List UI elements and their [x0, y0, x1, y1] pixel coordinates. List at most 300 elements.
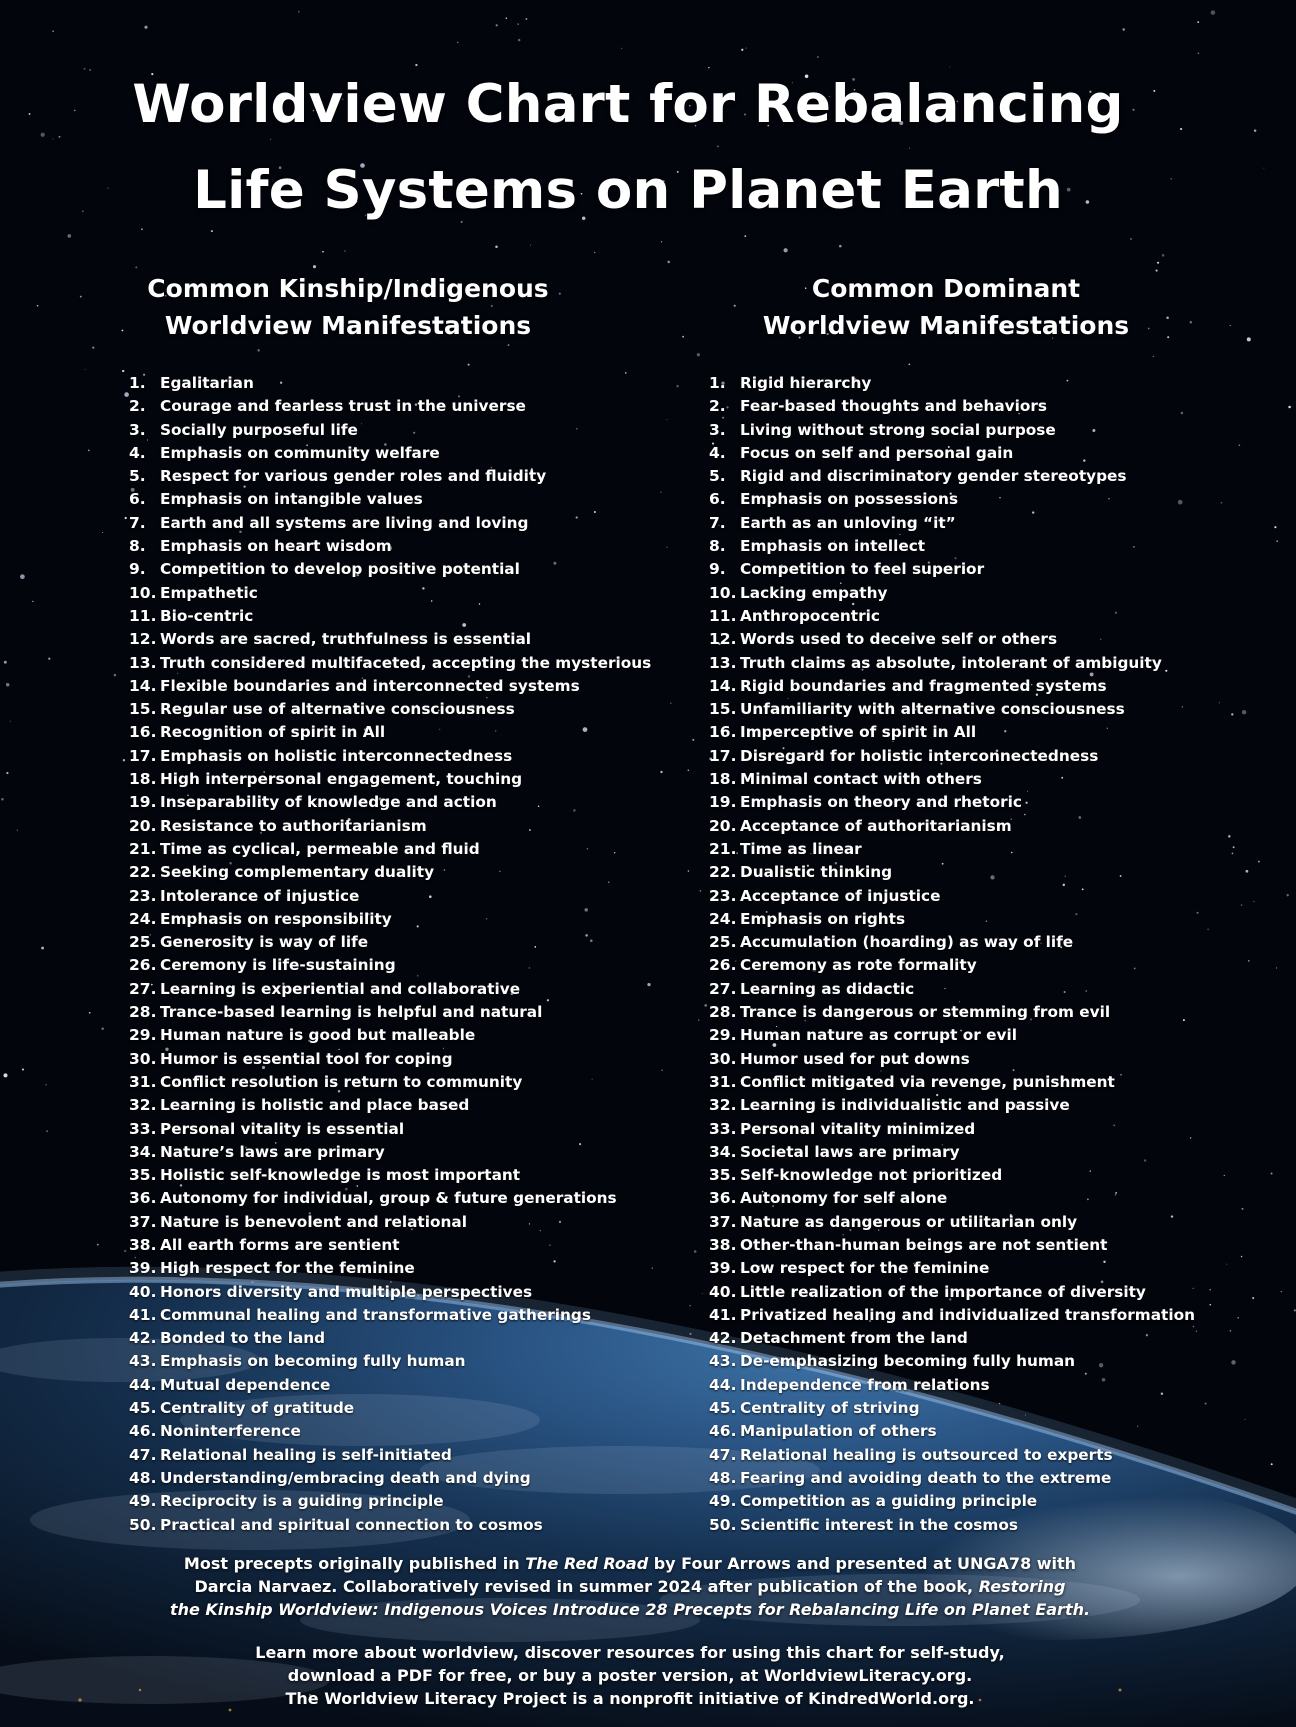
star: [698, 1019, 699, 1020]
item-text: Honors diversity and multiple perspectives: [160, 1282, 533, 1301]
item-text: Conflict mitigated via revenge, punishment: [740, 1072, 1115, 1091]
star: [3, 1073, 7, 1077]
item-number: 25.: [709, 933, 737, 952]
item-text: Little realization of the importance of diversity: [740, 1282, 1146, 1301]
item-number: 14.: [709, 676, 737, 695]
item-number: 47.: [129, 1445, 157, 1464]
footnote-line-3: [130, 1598, 1130, 1621]
star: [1288, 406, 1291, 409]
item-number: 6.: [709, 490, 726, 509]
kinship-list-item: [129, 861, 659, 884]
item-text: Truth considered multifaceted, accepting the mysterious: [160, 653, 652, 672]
learn-line-2: download a PDF for free, or buy a poster version, at WorldviewLiteracy.org.: [287, 1666, 973, 1685]
item-text: Emphasis on theory and rhetoric: [740, 793, 1022, 812]
kinship-list-item: [129, 1094, 659, 1117]
kinship-list-item: [129, 698, 659, 721]
star: [676, 385, 678, 387]
dominant-list-item: [709, 512, 1279, 535]
star: [1247, 337, 1251, 341]
kinship-list-item: [129, 395, 659, 418]
star: [298, 11, 300, 13]
item-text: Competition to develop positive potential: [160, 560, 520, 579]
item-text: Practical and spiritual connection to cosmos: [160, 1515, 543, 1534]
item-text: Scientific interest in the cosmos: [740, 1515, 1018, 1534]
star: [45, 1084, 47, 1086]
item-text: Emphasis on holistic interconnectedness: [160, 746, 513, 765]
item-text: Conflict resolution is return to community: [160, 1072, 523, 1091]
star: [114, 674, 116, 676]
kinship-list-item: [129, 885, 659, 908]
star: [1153, 356, 1155, 358]
star: [508, 344, 510, 346]
star: [10, 721, 11, 722]
item-number: 31.: [709, 1072, 737, 1091]
dominant-list-item: [709, 1164, 1279, 1187]
star: [621, 48, 622, 49]
star: [518, 39, 520, 41]
dominant-list-item: [709, 931, 1279, 954]
dominant-list-item: [709, 675, 1279, 698]
star: [135, 266, 137, 268]
item-number: 28.: [709, 1003, 737, 1022]
item-number: 1.: [709, 374, 726, 392]
dominant-list-item: [709, 419, 1279, 442]
dominant-list-item: [709, 652, 1279, 675]
item-text: Lacking empathy: [740, 583, 888, 602]
item-text: Nature’s laws are primary: [160, 1142, 385, 1161]
item-text: Anthropocentric: [740, 606, 880, 625]
publication-footnote: [130, 1552, 1130, 1621]
item-number: 15.: [709, 700, 737, 719]
item-text: Humor is essential tool for coping: [160, 1049, 453, 1068]
item-text: Societal laws are primary: [740, 1142, 960, 1161]
kinship-list-item: [129, 1001, 659, 1024]
star: [661, 1070, 662, 1071]
dominant-list-item: [709, 721, 1279, 744]
item-text: Privatized healing and individualized transformation: [740, 1305, 1195, 1324]
item-text: Bonded to the land: [160, 1329, 326, 1348]
item-number: 49.: [129, 1492, 157, 1511]
item-text: Focus on self and personal gain: [740, 443, 1014, 462]
dominant-list-item: [709, 815, 1279, 838]
item-text: Generosity is way of life: [160, 933, 369, 952]
item-number: 27.: [709, 979, 737, 998]
item-number: 40.: [129, 1282, 157, 1301]
item-text: Unfamiliarity with alternative consciousness: [740, 700, 1125, 719]
item-text: Dualistic thinking: [740, 863, 893, 882]
kinship-list-item: [129, 372, 659, 395]
star: [1287, 894, 1289, 896]
star: [594, 252, 595, 253]
dominant-list-item: [709, 861, 1279, 884]
item-number: 43.: [709, 1352, 737, 1371]
kinship-list-item: [129, 721, 659, 744]
item-text: Regular use of alternative consciousness: [160, 700, 515, 719]
item-number: 41.: [709, 1305, 737, 1324]
star: [746, 48, 747, 49]
item-number: 9.: [129, 560, 146, 579]
star: [97, 1244, 99, 1246]
item-number: 41.: [129, 1305, 157, 1324]
item-number: 23.: [709, 886, 737, 905]
star: [702, 1293, 703, 1294]
item-number: 20.: [129, 816, 157, 835]
star: [41, 947, 44, 950]
dominant-heading-line-2: Worldview Manifestations: [762, 311, 1130, 340]
item-number: 12.: [129, 630, 157, 649]
item-text: Emphasis on intellect: [740, 537, 926, 556]
item-text: Low respect for the feminine: [740, 1259, 990, 1278]
kinship-list-item: [129, 1071, 659, 1094]
item-number: 32.: [129, 1096, 157, 1115]
item-number: 3.: [709, 420, 726, 439]
item-number: 40.: [709, 1282, 737, 1301]
kinship-list-item: [129, 465, 659, 488]
dominant-list-item: [709, 1467, 1279, 1490]
item-number: 33.: [129, 1119, 157, 1138]
item-number: 46.: [709, 1422, 737, 1441]
item-number: 35.: [129, 1166, 157, 1185]
item-number: 29.: [129, 1026, 157, 1045]
star: [784, 248, 788, 252]
item-number: 10.: [129, 583, 157, 602]
star: [1198, 53, 1200, 55]
kinship-list-item: [129, 419, 659, 442]
star: [123, 759, 125, 761]
star: [144, 26, 147, 29]
item-number: 15.: [129, 700, 157, 719]
item-number: 2.: [709, 397, 726, 416]
title-line-1: Worldview Chart for Rebalancing: [132, 74, 1124, 135]
star: [92, 346, 94, 348]
item-text: Mutual dependence: [160, 1375, 331, 1394]
kinship-list-item: [129, 1187, 659, 1210]
footnote-text: Most precepts originally published in: [183, 1554, 526, 1573]
item-number: 24.: [709, 909, 737, 928]
dominant-list-item: [709, 1374, 1279, 1397]
item-text: Inseparability of knowledge and action: [160, 793, 497, 812]
item-text: Time as cyclical, permeable and fluid: [160, 839, 480, 858]
kinship-list-item: [129, 931, 659, 954]
dominant-list-item: [709, 1397, 1279, 1420]
dominant-list-item: [709, 1118, 1279, 1141]
star: [1122, 28, 1124, 30]
item-text: Trance is dangerous or stemming from evil: [740, 1003, 1111, 1022]
item-number: 26.: [129, 956, 157, 975]
kinship-list-item: [129, 954, 659, 977]
item-text: Truth claims as absolute, intolerant of ambiguity: [740, 653, 1162, 672]
star: [48, 658, 50, 660]
dominant-list-item: [709, 488, 1279, 511]
item-number: 18.: [709, 770, 737, 789]
star: [660, 491, 661, 492]
item-number: 36.: [129, 1189, 157, 1208]
star: [1281, 1291, 1282, 1292]
item-text: Ceremony is life-sustaining: [160, 956, 396, 975]
item-number: 26.: [709, 956, 737, 975]
star: [741, 49, 743, 51]
item-text: Bio-centric: [160, 606, 254, 625]
item-text: Socially purposeful life: [160, 420, 358, 439]
kinship-list-item: [129, 1374, 659, 1397]
dominant-list-item: [709, 1444, 1279, 1467]
star: [682, 336, 684, 338]
item-number: 8.: [709, 537, 726, 556]
star: [817, 56, 819, 58]
kinship-list-item: [129, 1514, 659, 1537]
star: [122, 370, 124, 372]
item-text: Centrality of gratitude: [160, 1399, 355, 1418]
item-number: 5.: [709, 467, 726, 486]
kinship-list-item: [129, 1048, 659, 1071]
item-text: Earth and all systems are living and loving: [160, 513, 529, 532]
kinship-list-item: [129, 442, 659, 465]
item-text: Fear-based thoughts and behaviors: [740, 397, 1048, 416]
item-text: Emphasis on community welfare: [160, 443, 440, 462]
item-number: 22.: [129, 863, 157, 882]
book-title-kinship-worldview: the Kinship Worldview: Indigenous Voices Introduce 28 Precepts for Rebalancing Life on Planet Earth.: [169, 1600, 1091, 1619]
star: [1230, 325, 1231, 326]
item-text: Relational healing is self-initiated: [160, 1445, 452, 1464]
item-text: Self-knowledge not prioritized: [740, 1166, 1003, 1185]
item-number: 5.: [129, 467, 146, 486]
kinship-list-item: [129, 1211, 659, 1234]
item-text: Intolerance of injustice: [160, 886, 360, 905]
kinship-list-item: [129, 1397, 659, 1420]
item-text: Recognition of spirit in All: [160, 723, 386, 742]
dominant-list-item: [709, 954, 1279, 977]
item-number: 23.: [129, 886, 157, 905]
kinship-list-item: [129, 1257, 659, 1280]
dominant-list-item: [709, 768, 1279, 791]
item-text: Minimal contact with others: [740, 770, 982, 789]
star: [670, 702, 672, 704]
item-number: 50.: [709, 1515, 737, 1534]
kinship-list-item: [129, 1024, 659, 1047]
dominant-list-item: [709, 1094, 1279, 1117]
dominant-list-item: [709, 1024, 1279, 1047]
item-text: Competition as a guiding principle: [740, 1492, 1038, 1511]
item-text: Manipulation of others: [740, 1422, 937, 1441]
dominant-list-item: [709, 698, 1279, 721]
item-number: 42.: [129, 1329, 157, 1348]
item-text: Noninterference: [160, 1422, 301, 1441]
item-number: 21.: [709, 839, 737, 858]
dominant-list-item: [709, 1514, 1279, 1537]
star: [517, 23, 519, 25]
kinship-list-item: [129, 1281, 659, 1304]
item-text: High interpersonal engagement, touching: [160, 770, 523, 789]
dominant-list-item: [709, 582, 1279, 605]
item-number: 44.: [709, 1375, 737, 1394]
dominant-list-item: [709, 885, 1279, 908]
item-number: 4.: [709, 443, 726, 462]
item-text: Communal healing and transformative gatherings: [160, 1305, 591, 1324]
item-number: 19.: [709, 793, 737, 812]
kinship-list-item: [129, 1141, 659, 1164]
item-text: Rigid boundaries and fragmented systems: [740, 676, 1107, 695]
item-number: 20.: [709, 816, 737, 835]
item-text: Fearing and avoiding death to the extreme: [740, 1468, 1112, 1487]
star: [80, 296, 82, 298]
item-number: 45.: [129, 1399, 157, 1418]
star: [1190, 321, 1192, 323]
star: [22, 1068, 24, 1070]
item-number: 48.: [129, 1468, 157, 1487]
kinship-list-item: [129, 512, 659, 535]
item-text: Earth as an unloving “it”: [740, 513, 956, 532]
item-text: Nature is benevolent and relational: [160, 1212, 467, 1231]
star: [457, 42, 458, 43]
star: [525, 18, 527, 20]
item-text: High respect for the feminine: [160, 1259, 415, 1278]
footnote-line-1: [130, 1552, 1130, 1575]
item-text: Personal vitality minimized: [740, 1119, 976, 1138]
item-text: Relational healing is outsourced to experts: [740, 1445, 1113, 1464]
star: [101, 1027, 103, 1029]
dominant-list-item: [709, 1327, 1279, 1350]
item-text: Disregard for holistic interconnectedness: [740, 746, 1099, 765]
item-text: Time as linear: [740, 839, 862, 858]
kinship-list-item: [129, 605, 659, 628]
item-text: Human nature is good but malleable: [160, 1026, 476, 1045]
kinship-list-item: [129, 908, 659, 931]
item-number: 11.: [709, 606, 737, 625]
item-text: Independence from relations: [740, 1375, 990, 1394]
item-text: Emphasis on becoming fully human: [160, 1352, 466, 1371]
item-number: 8.: [129, 537, 146, 556]
item-text: Holistic self-knowledge is most important: [160, 1166, 521, 1185]
star: [6, 683, 9, 686]
kinship-list-item: [129, 1327, 659, 1350]
item-number: 30.: [129, 1049, 157, 1068]
kinship-list-item: [129, 1350, 659, 1373]
star: [67, 234, 71, 238]
item-number: 21.: [129, 839, 157, 858]
item-text: Emphasis on rights: [740, 909, 906, 928]
item-number: 24.: [129, 909, 157, 928]
star: [839, 245, 842, 248]
star: [17, 830, 18, 831]
item-number: 29.: [709, 1026, 737, 1045]
star: [125, 517, 127, 519]
item-number: 4.: [129, 443, 146, 462]
item-number: 16.: [129, 723, 157, 742]
star: [697, 353, 700, 356]
star: [506, 17, 508, 19]
kinship-list-item: [129, 675, 659, 698]
star: [1130, 238, 1132, 240]
item-number: 48.: [709, 1468, 737, 1487]
kinship-list-item: [129, 1467, 659, 1490]
kinship-list-item: [129, 768, 659, 791]
kinship-list-item: [129, 1304, 659, 1327]
star: [46, 1130, 47, 1131]
star: [692, 739, 694, 741]
dominant-list-item: [709, 395, 1279, 418]
kinship-worldview-list: [129, 372, 659, 1537]
item-number: 45.: [709, 1399, 737, 1418]
item-number: 10.: [709, 583, 737, 602]
kinship-list-item: [129, 558, 659, 581]
item-number: 14.: [129, 676, 157, 695]
star: [124, 1250, 126, 1252]
item-text: Acceptance of injustice: [740, 886, 941, 905]
item-text: Resistance to authoritarianism: [160, 816, 427, 835]
item-number: 1.: [129, 374, 146, 392]
item-number: 39.: [709, 1259, 737, 1278]
title-line-2: Life Systems on Planet Earth: [193, 160, 1063, 221]
dominant-list-item: [709, 628, 1279, 651]
item-number: 9.: [709, 560, 726, 579]
item-number: 16.: [709, 723, 737, 742]
star: [661, 241, 662, 242]
star: [704, 1004, 707, 1007]
item-number: 46.: [129, 1422, 157, 1441]
item-text: Seeking complementary duality: [160, 863, 435, 882]
item-text: Trance-based learning is helpful and natural: [160, 1003, 543, 1022]
item-text: De-emphasizing becoming fully human: [740, 1352, 1076, 1371]
item-text: Centrality of striving: [740, 1399, 920, 1418]
item-number: 37.: [129, 1212, 157, 1231]
dominant-list-item: [709, 1211, 1279, 1234]
item-number: 31.: [129, 1072, 157, 1091]
item-number: 38.: [129, 1235, 157, 1254]
item-number: 25.: [129, 933, 157, 952]
dominant-list-item: [709, 1304, 1279, 1327]
learn-line-3: The Worldview Literacy Project is a nonprofit initiative of KindredWorld.org.: [285, 1689, 975, 1708]
dominant-list-item: [709, 1257, 1279, 1280]
item-number: 44.: [129, 1375, 157, 1394]
dominant-worldview-list: [709, 372, 1279, 1537]
item-text: Flexible boundaries and interconnected systems: [160, 676, 580, 695]
footnote-text: by Four Arrows and presented at UNGA78 with: [648, 1554, 1077, 1573]
item-number: 38.: [709, 1235, 737, 1254]
dominant-list-item: [709, 1420, 1279, 1443]
star: [88, 450, 90, 452]
star: [1162, 254, 1165, 257]
item-number: 34.: [709, 1142, 737, 1161]
kinship-list-item: [129, 791, 659, 814]
kinship-list-item: [129, 1164, 659, 1187]
kinship-heading-line-2: Worldview Manifestations: [164, 311, 532, 340]
dominant-list-item: [709, 978, 1279, 1001]
star: [689, 1305, 691, 1307]
dominant-list-item: [709, 372, 1279, 395]
item-number: 19.: [129, 793, 157, 812]
star: [313, 265, 316, 268]
footnote-text: Darcia Narvaez. Collaboratively revised in summer 2024 after publication of the book,: [194, 1577, 979, 1596]
item-text: Autonomy for individual, group & future generations: [160, 1189, 617, 1208]
star: [1211, 10, 1215, 14]
dominant-list-item: [709, 465, 1279, 488]
item-text: Reciprocity is a guiding principle: [160, 1492, 444, 1511]
item-text: Learning is individualistic and passive: [740, 1096, 1070, 1115]
item-text: Nature as dangerous or utilitarian only: [740, 1212, 1078, 1231]
item-text: Emphasis on intangible values: [160, 490, 423, 509]
dominant-list-item: [709, 1048, 1279, 1071]
item-number: 36.: [709, 1189, 737, 1208]
star: [744, 235, 746, 237]
item-text: Accumulation (hoarding) as way of life: [740, 933, 1074, 952]
kinship-list-item: [129, 1444, 659, 1467]
dominant-column-heading: [706, 270, 1186, 344]
item-text: Autonomy for self alone: [740, 1189, 948, 1208]
star: [694, 1250, 697, 1253]
item-number: 11.: [129, 606, 157, 625]
item-number: 50.: [129, 1515, 157, 1534]
item-number: 34.: [129, 1142, 157, 1161]
